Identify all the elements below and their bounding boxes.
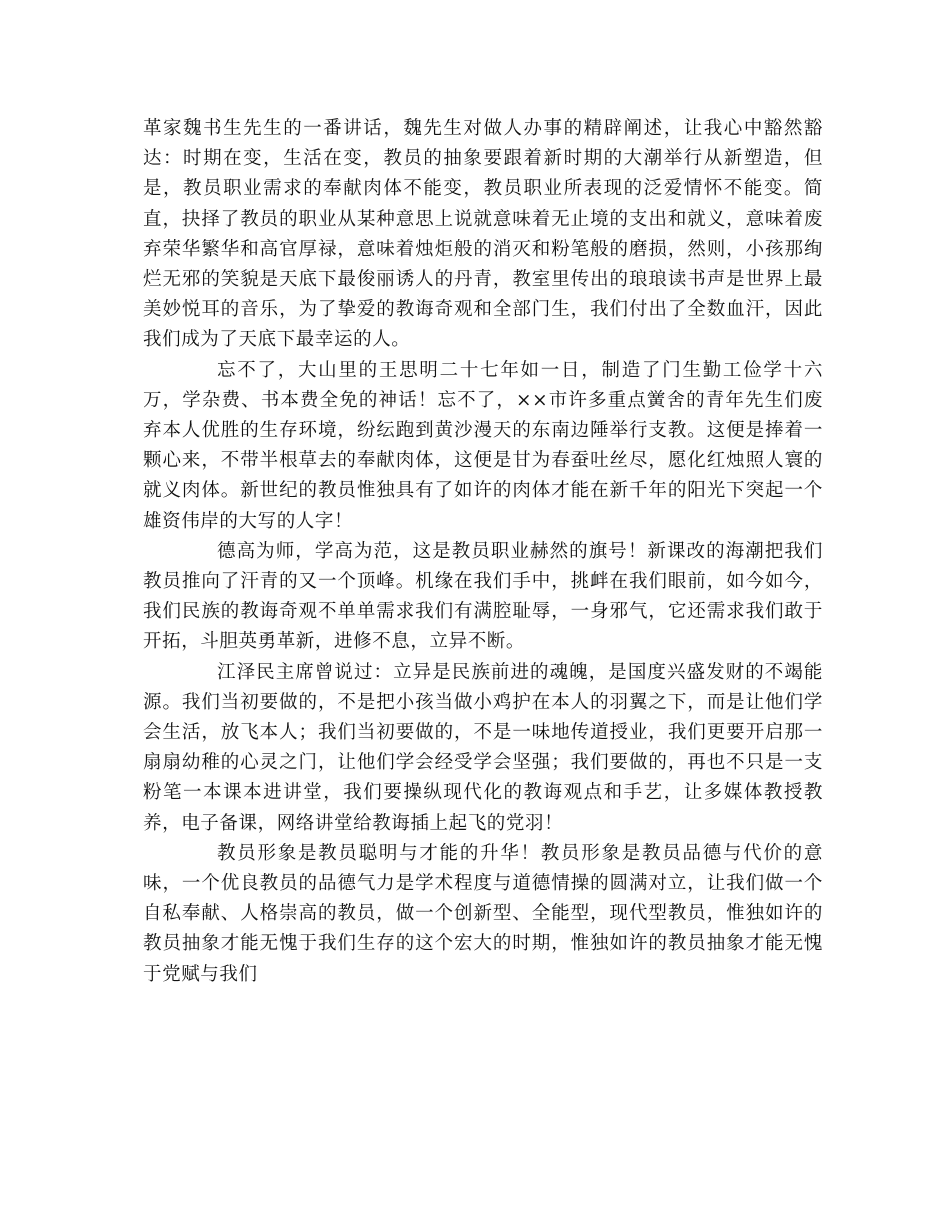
paragraph-4: 江泽民主席曾说过：立异是民族前进的魂魄，是国度兴盛发财的不竭能源。我们当初要做的，不是把小孩当做小鸡护在本人的羽翼之下，而是让他们学会生活，放飞本人；我们当初要做的，不是一味地传道授业，我们更要开启那一扇扇幼稚的心灵之门，让他们学会经受学会坚强；我们要做的，再也不只是一支粉笔一本课本进讲堂，我们要操纵现代化的教诲观点和手艺，让多媒体教授教养，电子备课，网络讲堂给教诲插上起飞的党羽！ xyxy=(143,661,823,834)
paragraph-2: 忘不了，大山里的王思明二十七年如一日，制造了门生勤工俭学十六万，学杂费、书本费全免的神话！忘不了，××市许多重点黉舍的青年先生们废弃本人优胜的生存环境，纷纭跑到黄沙漫天的东南边陲举行支教。这便是捧着一颗心来，不带半根草去的奉献肉体，这便是甘为春蚕吐丝尽，愿化红烛照人寰的就义肉体。新世纪的教员惟独具有了如许的肉体才能在新千年的阳光下突起一个雄资伟岸的大写的人字！ xyxy=(143,359,823,532)
paragraph-3: 德高为师，学高为范，这是教员职业赫然的旗号！新课改的海潮把我们教员推向了汗青的又一个顶峰。机缘在我们手中，挑衅在我们眼前，如今如今，我们民族的教诲奇观不单单需求我们有满腔耻辱，一身邪气，它还需求我们敢于开拓，斗胆英勇革新，进修不息，立异不断。 xyxy=(143,540,823,653)
paragraph-1: 革家魏书生先生的一番讲话，魏先生对做人办事的精辟阐述，让我心中豁然豁达：时期在变，生活在变，教员的抽象要跟着新时期的大潮举行从新塑造，但是，教员职业需求的奉献肉体不能变，教员职业所表现的泛爱情怀不能变。简直，抉择了教员的职业从某种意思上说就意味着无止境的支出和就义，意味着废弃荣华繁华和高官厚禄，意味着烛炬般的消灭和粉笔般的磨损，然则，小孩那绚烂无邪的笑貌是天底下最俊丽诱人的丹青，教室里传出的琅琅读书声是世界上最美妙悦耳的音乐，为了挚爱的教诲奇观和全部门生，我们付出了全数血汗，因此我们成为了天底下最幸运的人。 xyxy=(143,118,823,351)
paragraph-5: 教员形象是教员聪明与才能的升华！教员形象是教员品德与代价的意味，一个优良教员的品德气力是学术程度与道德情操的圆满对立，让我们做一个自私奉献、人格崇高的教员，做一个创新型、全能型，现代型教员，惟独如许的教员抽象才能无愧于我们生存的这个宏大的时期，惟独如许的教员抽象才能无愧于党赋与我们 xyxy=(143,842,823,985)
document-body xyxy=(143,114,823,990)
